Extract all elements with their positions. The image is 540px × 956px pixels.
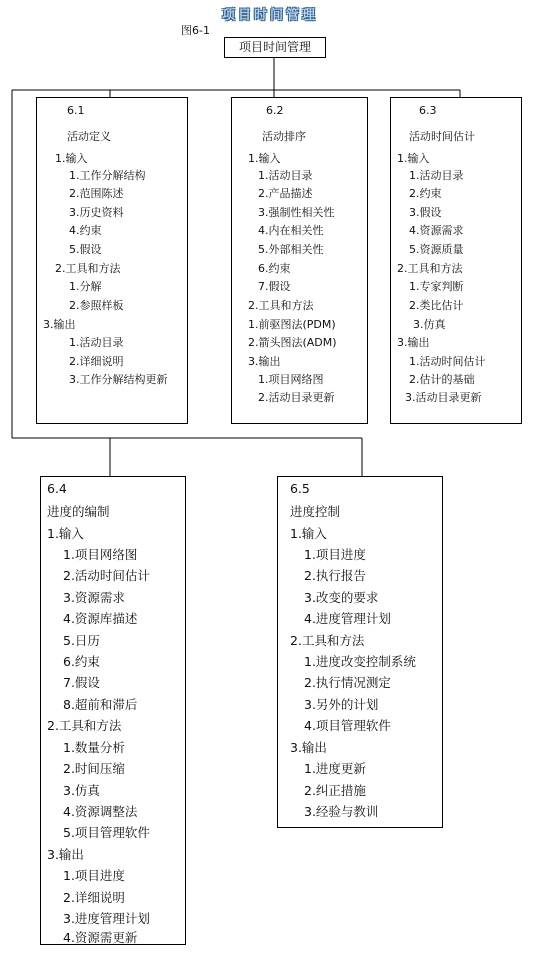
list-item: 1.活动时间估计 [409, 355, 486, 368]
list-item: 5.假设 [69, 243, 102, 256]
group-heading: 1.输入 [397, 152, 430, 165]
list-item: 8.超前和滞后 [63, 697, 138, 712]
list-item: 5.项目管理软件 [63, 825, 150, 840]
list-item: 3.经验与教训 [304, 804, 379, 819]
group-heading: 2.工具和方法 [248, 299, 314, 312]
group-heading: 1.输入 [55, 152, 88, 165]
list-item: 2.详细说明 [63, 890, 125, 905]
list-item: 3.仿真 [413, 318, 446, 331]
group-heading: 1.输入 [47, 526, 84, 541]
list-item: 5.日历 [63, 633, 100, 648]
list-item: 1.活动目录 [69, 336, 124, 349]
section-title: 活动定义 [67, 130, 111, 143]
list-item: 1.进度改变控制系统 [304, 654, 416, 669]
list-item: 1.专家判断 [409, 280, 464, 293]
section-number: 6.2 [266, 104, 284, 117]
list-item: 4.资源需求 [409, 224, 464, 237]
list-item: 4.内在相关性 [258, 224, 324, 237]
list-item: 1.活动目录 [258, 169, 313, 182]
list-item: 6.约束 [258, 262, 291, 275]
list-item: 2.参照样板 [69, 299, 124, 312]
list-item: 2.详细说明 [69, 355, 124, 368]
list-item: 1.进度更新 [304, 761, 366, 776]
figure-label: 图6-1 [181, 24, 210, 37]
list-item: 7.假设 [258, 280, 291, 293]
group-heading: 2.工具和方法 [290, 633, 365, 648]
section-number: 6.1 [67, 104, 85, 117]
list-item: 2.时间压缩 [63, 761, 125, 776]
group-heading: 2.工具和方法 [47, 718, 122, 733]
group-heading: 1.输入 [248, 152, 281, 165]
list-item: 2.估计的基础 [409, 373, 475, 386]
section-title: 进度的编制 [47, 504, 110, 519]
group-heading: 2.工具和方法 [397, 262, 463, 275]
list-item: 1.工作分解结构 [69, 169, 146, 182]
list-item: 2.箭头图法(ADM) [248, 336, 337, 349]
section-number: 6.5 [290, 481, 310, 496]
list-item: 2.约束 [409, 187, 442, 200]
section-number: 6.3 [419, 104, 437, 117]
group-heading: 3.输出 [290, 740, 327, 755]
list-item: 1.项目进度 [304, 547, 366, 562]
box-activity-sequencing [231, 97, 368, 424]
list-item: 4.资源需更新 [63, 930, 138, 945]
list-item: 4.约束 [69, 224, 102, 237]
list-item: 3.资源需求 [63, 590, 125, 605]
list-item: 1.活动目录 [409, 169, 464, 182]
list-item: 4.资源调整法 [63, 804, 138, 819]
list-item: 3.仿真 [63, 783, 100, 798]
group-heading: 3.输出 [43, 318, 76, 331]
section-title: 进度控制 [290, 504, 341, 519]
list-item: 1.前驱图法(PDM) [248, 318, 336, 331]
list-item: 2.纠正措施 [304, 783, 366, 798]
list-item: 2.执行报告 [304, 568, 366, 583]
header-title: 项目时间管理 [221, 8, 318, 23]
list-item: 1.项目网络图 [63, 547, 138, 562]
list-item: 6.约束 [63, 654, 100, 669]
list-item: 3.假设 [409, 206, 442, 219]
list-item: 2.范围陈述 [69, 187, 124, 200]
group-heading: 3.输出 [397, 336, 430, 349]
list-item: 3.工作分解结构更新 [69, 373, 168, 386]
box-activity-duration-estimating [390, 97, 522, 424]
section-title: 活动时间估计 [409, 130, 475, 143]
list-item: 4.资源库描述 [63, 611, 138, 626]
group-heading: 3.输出 [47, 847, 84, 862]
list-item: 2.活动时间估计 [63, 568, 150, 583]
section-number: 6.4 [47, 481, 67, 496]
list-item: 7.假设 [63, 675, 100, 690]
group-heading: 2.工具和方法 [55, 262, 121, 275]
list-item: 2.产品描述 [258, 187, 313, 200]
list-item: 4.项目管理软件 [304, 718, 391, 733]
list-item: 3.改变的要求 [304, 590, 379, 605]
list-item: 3.另外的计划 [304, 697, 379, 712]
box-schedule-development [40, 476, 186, 945]
list-item: 3.活动目录更新 [405, 391, 482, 404]
group-heading: 1.输入 [290, 526, 327, 541]
list-item: 4.进度管理计划 [304, 611, 391, 626]
list-item: 3.进度管理计划 [63, 911, 150, 926]
list-item: 2.执行情况测定 [304, 675, 391, 690]
box-schedule-control [277, 476, 443, 828]
list-item: 1.分解 [69, 280, 102, 293]
list-item: 3.历史资料 [69, 206, 124, 219]
list-item: 2.类比估计 [409, 299, 464, 312]
list-item: 1.项目网络图 [258, 373, 324, 386]
list-item: 2.活动目录更新 [258, 391, 335, 404]
list-item: 3.强制性相关性 [258, 206, 335, 219]
box-activity-definition [36, 97, 188, 424]
root-node: 项目时间管理 [224, 37, 326, 58]
list-item: 1.项目进度 [63, 868, 125, 883]
section-title: 活动排序 [262, 130, 306, 143]
group-heading: 3.输出 [248, 355, 281, 368]
list-item: 1.数量分析 [63, 740, 125, 755]
list-item: 5.资源质量 [409, 243, 464, 256]
list-item: 5.外部相关性 [258, 243, 324, 256]
